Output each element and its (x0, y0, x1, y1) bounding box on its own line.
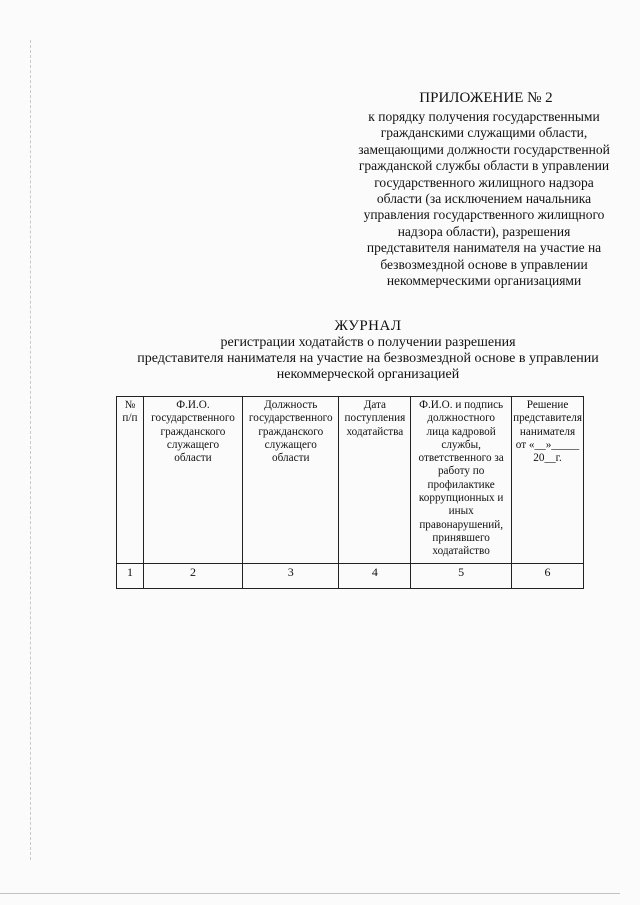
appendix-line: гражданской службы области в управлении (358, 158, 610, 174)
header-line: Должность (264, 399, 318, 411)
header-line: государственного (248, 412, 333, 425)
column-number-cell: 1 (117, 564, 144, 589)
appendix-title: ПРИЛОЖЕНИЕ № 2 (419, 90, 553, 106)
header-line: гражданского (160, 425, 226, 438)
header-line: п/п (122, 412, 138, 425)
header-decision (512, 397, 584, 564)
column-number-cell: 6 (512, 564, 584, 589)
column-number-cell: 4 (339, 564, 411, 589)
appendix-line: области (за исключением начальника (376, 191, 592, 207)
header-line: ходатайство (432, 545, 490, 558)
column-number-cell: 5 (411, 564, 512, 589)
header-full-name (143, 397, 242, 564)
header-line: представителя (513, 412, 582, 425)
header-line: службы, (441, 438, 481, 451)
table-header-row (117, 397, 584, 564)
table-row (117, 564, 584, 589)
column-number-cell: 2 (143, 564, 242, 589)
appendix-line: некоммерческими организациями (386, 273, 582, 289)
appendix-line: представителя нанимателя на участие на (366, 240, 602, 256)
header-hr-officer (411, 397, 512, 564)
header-line: служащего (166, 438, 220, 451)
appendix-line: гражданскими служащими области, (380, 125, 588, 141)
header-line: ходатайства (346, 425, 404, 438)
header-line: от «__»_____ (515, 438, 580, 451)
header-line: коррупционных и (418, 492, 504, 505)
journal-title: ЖУРНАЛ (334, 318, 402, 334)
header-line: поступления (344, 412, 406, 425)
scan-left-margin-line (30, 40, 32, 860)
journal-subtitle-line: регистрации ходатайств о получении разрешения (220, 335, 516, 350)
appendix-line: надзора области), разрешения (397, 223, 571, 239)
appendix-line: замещающими должности государственной (358, 141, 610, 157)
header-line: принявшего (432, 531, 490, 544)
header-line: нанимателя (519, 425, 576, 438)
header-line: Ф.И.О. и подпись (419, 399, 504, 411)
appendix-line: управления государственного жилищного (363, 207, 605, 223)
header-line: Дата (363, 399, 387, 411)
header-line: правонарушений, (419, 518, 503, 531)
journal-subtitle-line: некоммерческой организацией (276, 367, 460, 382)
header-line: № (124, 399, 136, 411)
scan-bottom-line (0, 893, 620, 895)
header-position (243, 397, 339, 564)
header-line: государственного (151, 412, 235, 425)
header-line: лица кадровой (426, 425, 496, 438)
column-number-cell: 3 (243, 564, 339, 589)
appendix-line: безвозмездной основе в управлении (380, 256, 588, 272)
registration-table (116, 396, 584, 589)
header-line: должностного (427, 412, 495, 425)
appendix-line: государственного жилищного надзора (374, 174, 594, 190)
header-line: области (272, 452, 310, 465)
header-date (339, 397, 411, 564)
header-line: области (174, 452, 212, 465)
header-line: работу по (437, 465, 485, 478)
header-line: профилактике (427, 478, 495, 491)
header-line: 20__г. (533, 452, 562, 465)
header-line: служащего (264, 438, 317, 451)
appendix-line: к порядку получения государственными (368, 109, 600, 124)
journal-subtitle-line: представителя нанимателя на участие на безвозмездной основе в управлении (137, 351, 599, 366)
journal-heading (118, 318, 618, 383)
header-line: иных (448, 505, 474, 518)
header-line: гражданского (258, 425, 324, 438)
header-line: ответственного за (418, 452, 504, 465)
appendix-block (340, 90, 628, 289)
header-line: Решение (526, 399, 569, 411)
header-number (117, 397, 144, 564)
header-line: Ф.И.О. (176, 399, 210, 411)
